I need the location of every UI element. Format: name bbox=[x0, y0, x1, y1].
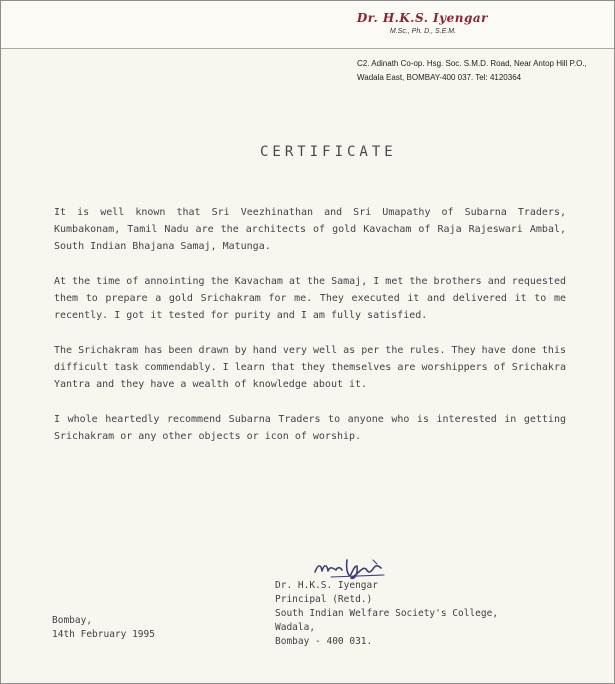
body-paragraph-2: At the time of annointing the Kavacham at the Samaj, I met the brothers and requested them to prepare a gold Srichakram for me. They executed it and delivered it to me recently. I got it tested for purity and I am fully satisfied. bbox=[54, 276, 566, 321]
body-paragraph-1: It is well known that Sri Veezhinathan and Sri Umapathy of Subarna Traders, Kumbakonam, Tamil Nadu are the architects of gold Kavacham of Raja Rajeswari Ambal, South Indian Bhajana Samaj, Matunga. bbox=[54, 207, 566, 252]
letterhead-divider bbox=[1, 48, 614, 49]
letterhead-name: Dr. H.K.S. Iyengar bbox=[356, 11, 488, 25]
letterhead-address bbox=[357, 57, 612, 85]
date: 14th February 1995 bbox=[52, 629, 155, 640]
body-paragraph-4: I whole heartedly recommend Subarna Traders to anyone who is interested in getting Srichakram or any other objects or icon of worship. bbox=[54, 414, 566, 442]
body-paragraph-3: The Srichakram has been drawn by hand very well as per the rules. They have done this difficult task commendably. I learn that they themselves are worshippers of Srichakra Yantra and they have a wealth of knowledge about it. bbox=[54, 345, 566, 390]
signatory-locality: Wadala, bbox=[275, 622, 316, 633]
signatory-title: Principal (Retd.) bbox=[275, 594, 373, 605]
signatory-institution: South Indian Welfare Society's College, bbox=[275, 608, 499, 619]
place: Bombay, bbox=[52, 615, 93, 626]
signatory-city: Bombay - 400 031. bbox=[275, 636, 373, 647]
signature-block bbox=[275, 579, 498, 649]
letterhead bbox=[1, 1, 614, 49]
address-line-1: C2. Adinath Co-op. Hsg. Soc. S.M.D. Road, Near Antop Hill P.O., bbox=[357, 59, 587, 68]
letterhead-credentials: M.Sc., Ph. D., S.E.M. bbox=[389, 28, 456, 35]
place-date-block bbox=[52, 614, 155, 642]
handwritten-signature bbox=[313, 555, 389, 581]
certificate-title: CERTIFICATE bbox=[260, 144, 397, 160]
address-line-2: Wadala East, BOMBAY-400 037. Tel: 4120364 bbox=[357, 73, 522, 82]
signatory-name: Dr. H.K.S. Iyengar bbox=[275, 580, 378, 591]
certificate-body bbox=[54, 204, 566, 463]
